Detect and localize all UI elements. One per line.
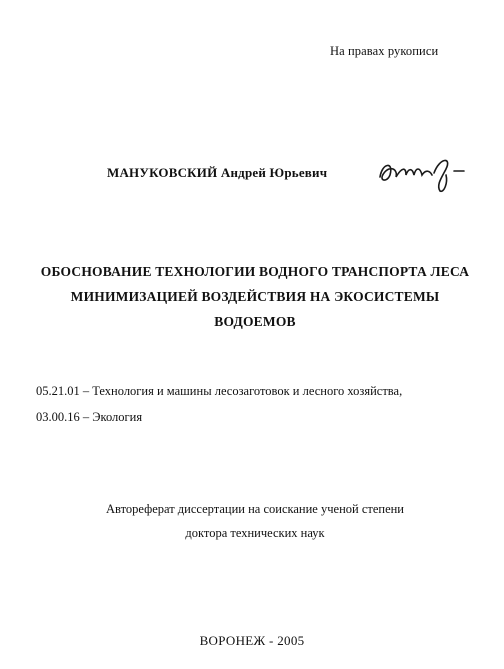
rights-note: На правах рукописи [330,44,439,58]
degree-line-2: доктора технических наук [185,526,325,540]
specialty-item: 05.21.01 – Технология и машины лесозаготовок и лесного хозяйства, [36,384,403,398]
author-given-names: Андрей Юрьевич [220,165,328,180]
specialty-item: 03.00.16 – Экология [36,410,143,424]
author-surname: МАНУКОВСКИЙ [107,165,218,180]
degree-statement [40,497,470,545]
city-year: ВОРОНЕЖ - 2005 [199,633,305,648]
title-line: МИНИМИЗАЦИЕЙ ВОЗДЕЙСТВИЯ НА ЭКОСИСТЕМЫ [70,289,440,304]
dissertation-title [20,259,490,334]
handwritten-signature [376,153,466,193]
author-row [0,165,504,195]
title-line: ВОДОЕМОВ [214,314,296,329]
title-line: ОБОСНОВАНИЕ ТЕХНОЛОГИИ ВОДНОГО ТРАНСПОРТА ЛЕСА [40,264,470,279]
degree-line-1: Автореферат диссертации на соискание ученой степени [105,502,404,516]
specialties-list [36,378,476,430]
author-name [107,165,327,181]
